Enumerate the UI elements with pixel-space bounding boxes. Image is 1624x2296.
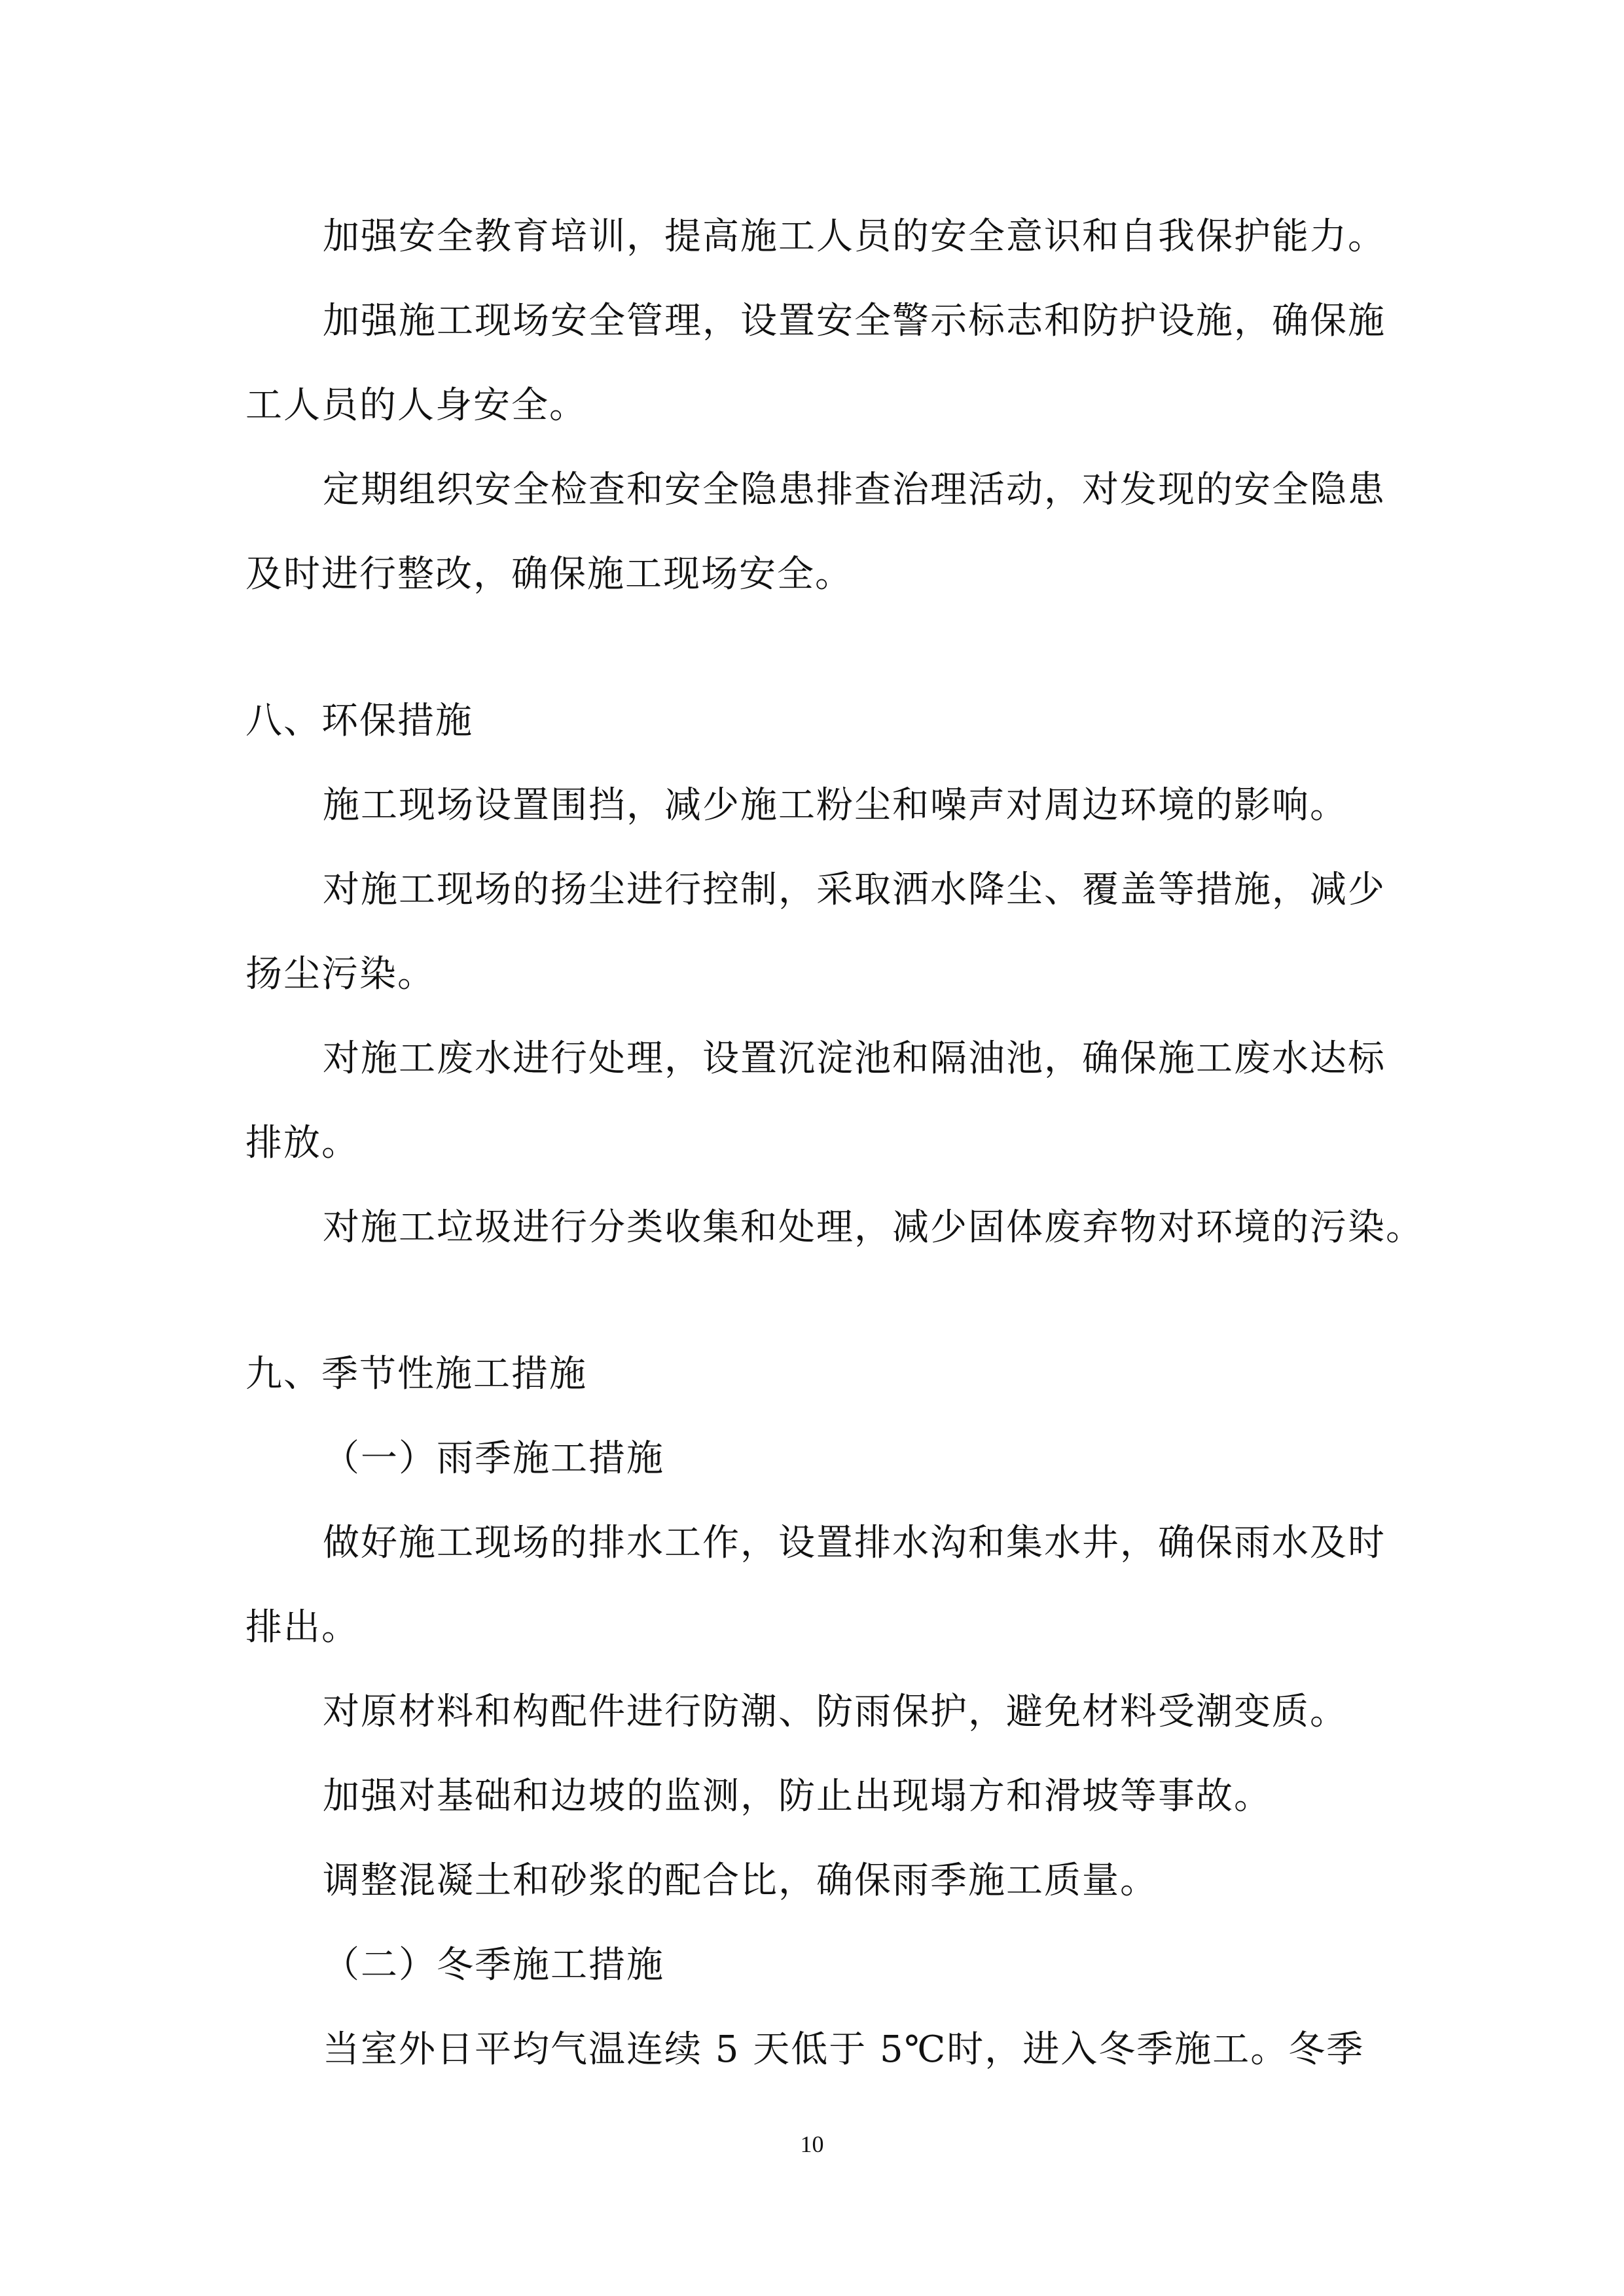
paragraph-line: 施工现场设置围挡，减少施工粉尘和噪声对周边环境的影响。 xyxy=(323,784,1348,827)
paragraph-line: 当室外日平均气温连续 5 天低于 5℃时，进入冬季施工。冬季 xyxy=(323,2028,1365,2071)
section-heading-environment: 八、环保措施 xyxy=(245,700,473,742)
paragraph-line: 做好施工现场的排水工作，设置排水沟和集水井，确保雨水及时 xyxy=(323,1522,1386,1564)
page-number: 10 xyxy=(800,2131,824,2157)
paragraph-line: 排放。 xyxy=(245,1122,359,1164)
subsection-heading-rainy-season: （一）雨季施工措施 xyxy=(323,1437,664,1480)
paragraph-line: 加强施工现场安全管理，设置安全警示标志和防护设施，确保施 xyxy=(323,300,1386,342)
paragraph-line: 对施工废水进行处理，设置沉淀池和隔油池，确保施工废水达标 xyxy=(323,1037,1386,1080)
paragraph-line: 对施工垃圾进行分类收集和处理，减少固体废弃物对环境的污染。 xyxy=(323,1206,1424,1249)
paragraph-line: 扬尘污染。 xyxy=(245,953,435,996)
paragraph-line: 对原材料和构配件进行防潮、防雨保护，避免材料受潮变质。 xyxy=(323,1691,1348,1733)
paragraph-line: 定期组织安全检查和安全隐患排查治理活动，对发现的安全隐患 xyxy=(323,469,1386,511)
paragraph-line: 工人员的人身安全。 xyxy=(245,384,587,427)
paragraph-line: 及时进行整改，确保施工现场安全。 xyxy=(245,553,853,596)
paragraph-line: 调整混凝土和砂浆的配合比，确保雨季施工质量。 xyxy=(323,1859,1158,1902)
section-heading-seasonal: 九、季节性施工措施 xyxy=(245,1353,587,1395)
subsection-heading-winter: （二）冬季施工措施 xyxy=(323,1944,664,1986)
paragraph-line: 对施工现场的扬尘进行控制，采取洒水降尘、覆盖等措施，减少 xyxy=(323,869,1386,911)
paragraph-line: 加强对基础和边坡的监测，防止出现塌方和滑坡等事故。 xyxy=(323,1775,1272,1818)
paragraph-line: 加强安全教育培训，提高施工人员的安全意识和自我保护能力。 xyxy=(323,215,1386,258)
paragraph-line: 排出。 xyxy=(245,1606,359,1649)
